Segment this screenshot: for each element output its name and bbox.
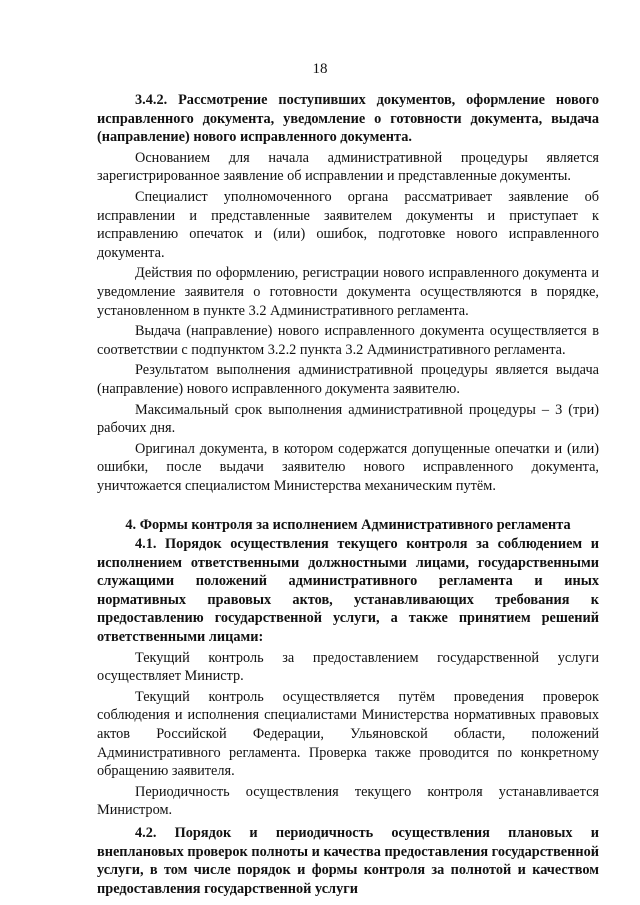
heading-4-2: 4.2. Порядок и периодичность осуществления плановых и внеплановых проверок полноты и качества предоставления государственной услуги, в том числе порядок и формы контроля за полнотой и качеством предоставления государственной услуги (97, 824, 599, 897)
paragraph: Периодичность осуществления текущего контроля устанавливается Министром. (97, 783, 599, 819)
paragraph: Текущий контроль за предоставлением государственной услуги осуществляет Министр. (97, 649, 599, 685)
paragraph: Действия по оформлению, регистрации нового исправленного документа и уведомление заявителя о готовности документа осуществляются в порядке, установленном в пункте 3.2 Административного регламента. (97, 265, 599, 319)
paragraph: Результатом выполнения административной процедуры является выдача (направление) нового исправленного документа заявителю. (97, 362, 599, 397)
paragraph: Выдача (направление) нового исправленного документа осуществляется в соответствии с подпунктом 3.2.2 пункта 3.2 Административного регламента. (97, 323, 599, 358)
heading-4-1: 4.1. Порядок осуществления текущего контроля за соблюдением и исполнением ответственными должностными лицами, государственными служащими положений административного регламента и иных нормативных правовых актов, устанавливающих требования к предоставлению государственной услуги, а также принятием решений ответственными лицами: (97, 536, 599, 646)
paragraph: Текущий контроль осуществляется путём проведения проверок соблюдения и исполнения специалистами Министерства нормативных правовых актов Российской Федерации, Ульяновской области, положений Административного регламента. Проверка также проводится по конкретному обращению заявителя. (97, 688, 599, 780)
heading-3-4-2: 3.4.2. Рассмотрение поступивших документов, оформление нового исправленного документа, уведомление о готовности документа, выдача (направление) нового исправленного документа. (97, 92, 599, 146)
paragraph: Максимальный срок выполнения административной процедуры – 3 (три) рабочих дня. (97, 401, 599, 437)
page-number: 18 (312, 61, 328, 77)
document-body (97, 91, 599, 898)
paragraph: Оригинал документа, в котором содержатся допущенные опечатки и (или) ошибки, после выдачи заявителю нового исправленного документа, уничтожается специалистом Министерства механическим путём. (97, 440, 599, 494)
paragraph: Основанием для начала административной процедуры является зарегистрированное заявление об исправлении и представленные документы. (97, 149, 599, 185)
paragraph: Специалист уполномоченного органа рассматривает заявление об исправлении и представленные заявителем документы и приступает к исправлению опечаток и (или) ошибок, подготовке нового исправленного документа. (97, 188, 599, 261)
section-4-title: 4. Формы контроля за исполнением Административного регламента (125, 517, 571, 534)
